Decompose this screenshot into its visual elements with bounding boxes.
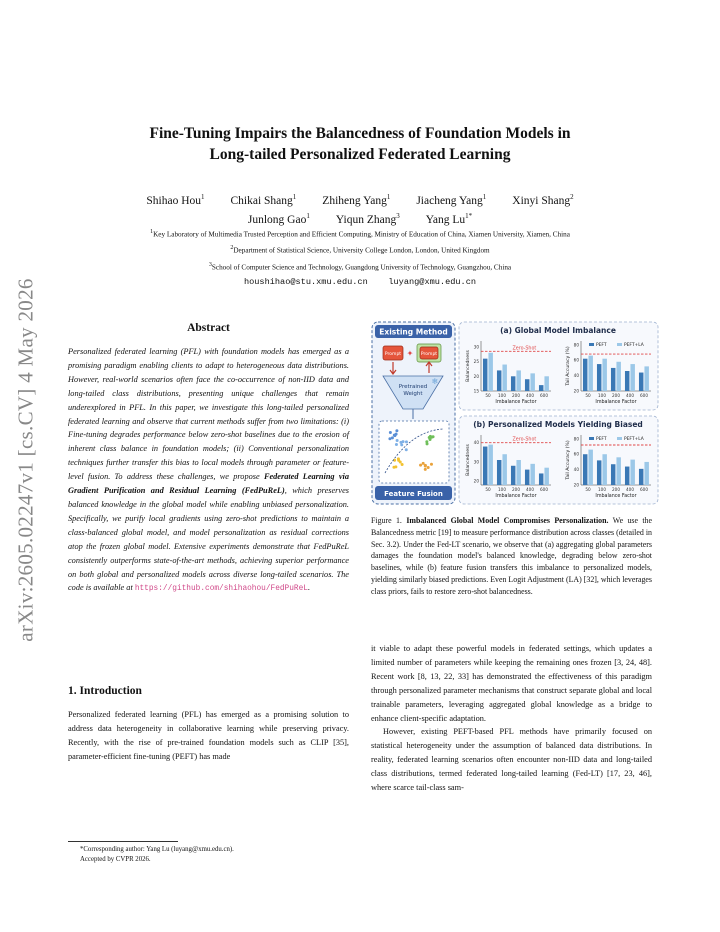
legend-swatch-peft — [589, 343, 594, 346]
x-tick-label: 200 — [612, 487, 620, 492]
intro-heading: 1. Introduction — [68, 685, 142, 697]
snowflake-icon: ❄ — [431, 377, 439, 386]
author-0 — [146, 190, 204, 209]
y-tick-label: 30 — [473, 459, 479, 465]
bar-peft — [525, 470, 529, 485]
author-2 — [322, 190, 390, 209]
affiliation-1: $^1$Key Laboratory of Multimedia Trusted Perception and Efficient Computing, Ministry of Education of China, Xiamen University, Xiamen, China — [150, 229, 570, 239]
pretrained-label-line2: Weight — [403, 391, 423, 397]
bar-peft — [639, 469, 643, 485]
x-tick-label: 100 — [498, 487, 506, 492]
zero-shot-label: Zero-Shot — [512, 346, 537, 352]
author-name: Xinyi Shang — [512, 194, 571, 207]
y-tick-label: 80 — [573, 342, 579, 348]
figure-1 — [371, 321, 659, 505]
feature-point — [424, 468, 427, 471]
bar-peft — [597, 364, 601, 391]
feature-point — [395, 433, 398, 436]
method-name: Federated Learning via Gradient Purification and Residual Learning (FedPuReL) — [68, 472, 349, 496]
bar-peft — [525, 379, 529, 391]
bar-peft-la — [616, 457, 620, 485]
right-paragraph-1: it viable to adapt these powerful models in federated settings, which updates a limited number of parameters while keeping the remaining ones frozen [3, 24, 48]. Recent work [8, 13, 22, 33] has demonstrated the effectiveness of this paradigm through personalized parameter mechanisms that construct separate global and local trainable parameters, leveraging aggregated global knowledge as a bridge to enhance client-specific adaptation. — [371, 644, 652, 723]
code-url-link[interactable]: https://github.com/shihaohou/FedPuReL — [134, 585, 308, 594]
bar-peft-la — [516, 460, 520, 485]
author-name: Shihao Hou — [146, 194, 201, 207]
feature-point — [425, 440, 428, 443]
bar-peft — [625, 371, 629, 391]
x-tick-label: 50 — [485, 487, 491, 492]
feature-point — [419, 464, 422, 467]
footnote-accepted: Accepted by CVPR 2026. — [80, 855, 151, 863]
bar-peft-la — [616, 362, 620, 391]
bar-peft-la — [530, 373, 534, 391]
bar-peft — [611, 464, 615, 485]
zero-shot-label: Zero-Shot — [512, 437, 537, 443]
figure-caption — [371, 515, 652, 598]
y-tick-label: 15 — [473, 388, 479, 394]
y-tick-label: 60 — [573, 357, 579, 363]
panel-b-title: (b) Personalized Models Yielding Biased — [473, 420, 643, 429]
bar-peft — [483, 447, 487, 485]
x-tick-label: 50 — [485, 393, 491, 398]
bar-peft — [497, 370, 501, 391]
x-axis-label: Imbalance Factor — [595, 400, 637, 405]
footnote-corresponding: *Corresponding author: Yang Lu (luyang@xmu.edu.cn). — [80, 846, 234, 853]
arxiv-id-text: arXiv:2605.02247v1 [cs.CV] 4 May 2026 — [13, 278, 38, 642]
fusion-title: Feature Fusion — [384, 490, 443, 498]
title-line-1: Fine-Tuning Impairs the Balancedness of Foundation Models in — [149, 125, 571, 142]
bar-peft-la — [502, 365, 506, 391]
legend-swatch-peft — [589, 437, 594, 440]
author-1 — [231, 190, 297, 209]
legend-label-peft: PEFT — [596, 343, 607, 348]
author-name: Jiacheng Yang — [416, 194, 483, 207]
x-tick-label: 600 — [540, 393, 548, 398]
x-tick-label: 200 — [512, 393, 520, 398]
bar-peft-la — [488, 353, 492, 391]
authors-row-2 — [60, 209, 660, 228]
bar-peft — [583, 454, 587, 485]
caption-title: Imbalanced Global Model Compromises Personalization. — [406, 516, 609, 525]
arxiv-identifier — [6, 250, 46, 670]
feature-point — [430, 463, 433, 466]
y-tick-label: 40 — [473, 440, 479, 446]
authors-row-1 — [60, 190, 660, 209]
bar-peft — [611, 368, 615, 391]
y-axis-label: Balancedness — [466, 444, 471, 476]
pretrained-label-line1: Pretrained — [398, 384, 428, 390]
author-list — [60, 190, 660, 228]
abstract-heading: Abstract — [187, 322, 230, 334]
y-tick-label: 20 — [573, 388, 579, 394]
author-affiliation-mark: 2 — [570, 193, 574, 201]
author-affiliation-mark: 1 — [482, 193, 487, 201]
author-row2-1 — [336, 209, 400, 228]
author-affiliation-mark: 1 — [386, 193, 391, 201]
legend-swatch-peft-la — [617, 343, 622, 346]
author-name: Yang Lu — [425, 213, 466, 226]
paper-title — [60, 123, 660, 165]
bar-peft-la — [630, 460, 634, 485]
x-tick-label: 50 — [585, 393, 591, 398]
y-tick-label: 40 — [573, 467, 579, 473]
feature-point — [395, 443, 398, 446]
bar-peft — [511, 376, 515, 391]
x-axis-label: Imbalance Factor — [495, 494, 537, 499]
y-axis-label: Tail Accuracy (%) — [566, 440, 571, 480]
x-tick-label: 200 — [612, 393, 620, 398]
fire-icon: ✦ — [406, 349, 414, 358]
author-affiliation-mark: 1 — [201, 193, 205, 201]
feature-point — [395, 429, 398, 432]
bar-peft — [497, 460, 501, 485]
bar-peft — [539, 473, 543, 485]
bar-peft-la — [544, 468, 548, 485]
method-title: Existing Method — [379, 327, 448, 337]
y-tick-label: 20 — [573, 482, 579, 488]
feature-point — [389, 431, 392, 434]
bar-peft-la — [630, 364, 634, 391]
figure-1-graphic — [371, 321, 659, 505]
x-tick-label: 200 — [512, 487, 520, 492]
feature-point — [399, 461, 402, 464]
legend-swatch-peft-la — [617, 437, 622, 440]
author-row2-0 — [248, 209, 310, 228]
x-tick-label: 400 — [626, 487, 634, 492]
intro-paragraph: Personalized federated learning (PFL) has emerged as a promising solution to address data heterogeneity in collaborative learning while preserving privacy. Recently, with the rise of pre-trained foundation models such as CLIP [35], parameter-efficient fine-tuning (PEFT) has made — [68, 710, 349, 761]
affiliation-3: $^3$School of Computer Science and Technology, Guangdong University of Technology, Guangzhou, China — [208, 262, 512, 272]
abstract-body: Personalized federated learning (PFL) with foundation models has emerged as a promising paradigm enabling clients to adapt to heterogeneous data distributions. However, real-world scenarios often face the co-occurrence of non-IID data and long-tailed class distributions, presenting unique challenges that remain underexplored in PFL. In this paper, we investigate this long-tailed personalized federated learning and observe that current methods suffer from two limitations: (i) Fine-tuning degrades performance below zero-shot baselines due to the erosion of inherent class balance in foundation models; (ii) Conventional personalization techniques further transfer this bias to local models through parameter or feature-level fusion. To address these challenges, we propose Federated Learning via Gradient Purification and Residual Learning (FedPuReL), which preserves balanced knowledge in the global model while enabling unbiased personalization. Specifically, we purify local gradients using zero-shot predictions to maintain a class-balanced global model, and model personalization as residual corrections atop the frozen global model. Extensive experiments demonstrate that FedPuReL consistently outperforms state-of-the-art methods, achieving superior performance on both global and personalized models across diverse long-tailed scenarios. The code is available at https://github.com/shihaohou/FedPuReL. — [68, 347, 349, 594]
y-tick-label: 20 — [473, 478, 479, 484]
bar-peft-la — [544, 376, 548, 391]
feature-point — [400, 443, 403, 446]
x-tick-label: 400 — [526, 393, 534, 398]
bar-peft-la — [644, 462, 648, 485]
author-affiliation-mark: 3 — [396, 211, 400, 220]
feature-point — [427, 466, 430, 469]
feature-space-box — [379, 421, 449, 483]
footnote-rule — [68, 841, 178, 842]
bar-peft — [511, 466, 515, 485]
legend-label-peft-la: PEFT+LA — [624, 343, 644, 348]
author-name: Zhiheng Yang — [322, 194, 387, 207]
right-paragraph-2: However, existing PEFT-based PFL methods have primarily focused on statistical heterogeneity under the assumption of balanced data distributions. In reality, federated learning scenarios often encounter non-IID data and long-tailed class distributions, termed federated long-tailed learning (Fed-LT) [17, 23, 46], where scarce tail-class sam- — [371, 727, 652, 793]
feature-point — [424, 464, 427, 467]
feature-point — [397, 457, 400, 460]
bar-peft — [597, 460, 601, 485]
bar-peft-la — [602, 454, 606, 485]
y-tick-label: 25 — [473, 359, 479, 365]
bar-peft — [539, 385, 543, 391]
y-axis-label: Tail Accuracy (%) — [566, 346, 571, 386]
bar-peft-la — [644, 366, 648, 391]
legend-label-peft-la: PEFT+LA — [624, 437, 644, 442]
panel-a-title: (a) Global Model Imbalance — [500, 326, 616, 335]
y-axis-label: Balancedness — [466, 350, 471, 382]
x-tick-label: 400 — [626, 393, 634, 398]
author-row2-2 — [426, 209, 472, 228]
author-name: Chikai Shang — [230, 194, 293, 207]
x-tick-label: 600 — [640, 487, 648, 492]
y-tick-label: 20 — [473, 373, 479, 379]
affiliation-2: $^2$Department of Statistical Science, University College London, London, United Kingdom — [230, 245, 490, 255]
caption-text: We use the Balancedness metric [19] to measure performance distribution across classes (detailed in Sec. 3.2). Under the Fed-LT scenario, we observe that (a) aggregating global parameters damages the foundation model's balanced knowledge, degrading below zero-shot baselines, while (b) feature fusion transfers this imbalance to personalized models, yielding similarly biased predictions. Even Logit Adjustment (LA) [32], which leverages class priors, fails to restore zero-shot balancedness. — [371, 516, 653, 596]
bar-peft — [583, 359, 587, 391]
bar-peft-la — [588, 450, 592, 485]
feature-point — [396, 439, 399, 442]
bar-peft-la — [516, 370, 520, 391]
author-affiliation-mark: 1 — [292, 193, 297, 201]
feature-point — [428, 436, 431, 439]
prompt-label-2: Prompt — [420, 352, 438, 357]
feature-point — [422, 462, 425, 465]
y-tick-label: 30 — [473, 344, 479, 350]
feature-point — [391, 436, 394, 439]
author-4 — [512, 190, 573, 209]
author-emails: houshihao@stu.xmu.edu.cn luyang@xmu.edu.cn — [243, 277, 477, 287]
y-tick-label: 60 — [573, 451, 579, 457]
x-tick-label: 400 — [526, 487, 534, 492]
bar-peft-la — [530, 464, 534, 485]
feature-point — [401, 463, 404, 466]
x-tick-label: 100 — [498, 393, 506, 398]
legend-label-peft: PEFT — [596, 437, 607, 442]
prompt-label-1: Prompt — [384, 352, 402, 357]
author-affiliation-mark: 1* — [465, 211, 473, 220]
author-affiliation-mark: 1 — [306, 211, 310, 220]
y-tick-label: 40 — [573, 373, 579, 379]
caption-label: Figure 1. — [371, 516, 402, 525]
bar-peft-la — [502, 454, 506, 485]
x-axis-label: Imbalance Factor — [595, 494, 637, 499]
right-column-body — [371, 642, 652, 795]
feature-point — [405, 440, 408, 443]
author-name: Junlong Gao — [247, 213, 307, 226]
feature-point — [405, 448, 408, 451]
bar-peft-la — [602, 359, 606, 391]
x-tick-label: 100 — [598, 393, 606, 398]
title-line-2: Long-tailed Personalized Federated Learning — [209, 146, 511, 163]
y-tick-label: 80 — [573, 436, 579, 442]
x-axis-label: Imbalance Factor — [495, 400, 537, 405]
x-tick-label: 50 — [585, 487, 591, 492]
x-tick-label: 600 — [640, 393, 648, 398]
x-tick-label: 600 — [540, 487, 548, 492]
feature-point — [394, 465, 397, 468]
author-3 — [416, 190, 486, 209]
feature-point — [402, 440, 405, 443]
bar-peft-la — [488, 445, 492, 485]
bar-peft — [625, 467, 629, 485]
x-tick-label: 100 — [598, 487, 606, 492]
bar-peft — [483, 359, 487, 391]
bar-peft — [639, 373, 643, 391]
author-name: Yiqun Zhang — [335, 213, 397, 226]
bar-peft-la — [588, 356, 592, 391]
footnote — [68, 845, 349, 864]
